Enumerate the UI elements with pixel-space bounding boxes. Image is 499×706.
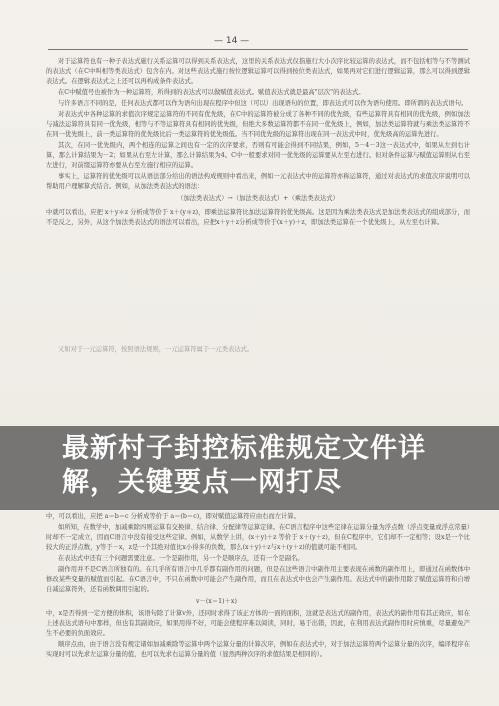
paragraph: 在C中赋值号也被作为一种运算符，所得到的表达式可以做赋值表达式。赋值表达式就是最高"层次"的表达式。	[58, 89, 365, 96]
paragraph: 与许多语言不同的是，任何表达式都可以作为语句出现在程序中但这（可以）出现语句的位置，即表达式可以作为语句使用。即所谓的表达式语句。	[58, 100, 468, 107]
syntax-rule: （加法类表达式）→（加法类表达式）+（乘法类表达式）	[177, 195, 339, 202]
page-number: — 14 —	[214, 36, 250, 46]
formula-line: v－(x＝1)＋x)	[196, 598, 237, 605]
body-text-lower	[46, 345, 470, 356]
body-text-bottom	[46, 512, 470, 661]
paragraph: 又如对于一元运算符，按照语法规则，一元运算符属于一元类表达式。	[58, 346, 254, 353]
banner-title: 最新村子封控标准规定文件详解，关键要点一网打尽	[62, 433, 426, 498]
paragraph: 在表达式中还有三个问题需要注意。一个是副作用，另一个是顺序点，还有一个是副名。	[58, 555, 304, 562]
paragraph: 中，可以看出，应把 a＝b＝c 分析成等价于 a＝(b＝c)，即对赋值运算符应由右而左计算。	[46, 513, 300, 520]
body-text-top	[46, 57, 470, 229]
paragraph: 副作用并不是C语言所独有的。在几乎所有语言中几乎都有副作用的问题，但是在这些语言中副作用主要表现在函数的副作用上，即通过在函数体中修改某些变量的赋值而引起。在C语言中，不只在函数中可能会产生副作用，而且在表达式中也会产生副作用。表达式中的副作用除了赋值运算符和自增自减运算符外，还有函数调用引起的。	[46, 566, 470, 593]
paragraph: 中，x是否得到一定方便的体积，该语句除了计算v外，还同时求得了该正方体的一面的面积，这就是表达式的副作用，表达式的副作用有其正效应，如在上述表达式语句中那样，但也有其副效应，如果用得不好，可能会使程序难以阅读，同时，易于出错，因此，在利用表达式副作用时应慎重，尽量避免产生不必要的负面效应。	[46, 610, 470, 637]
paragraph: 对于运算符也有一种子表达式施行关系运算可以得到关系表达式，这里的关系表达式仅指施行大小次序比较运算的表达式，而不包括相等与不等测试的表达式（在C中叫相等类表达式）包含在内。对这些表达式施行按位逻辑运算可以得到按位类表达式，如果再对它们进行逻辑运算，那么可以得到逻辑表达式。在逻辑表达式之上还可以再构成条件表达式。	[46, 58, 470, 85]
page-header	[48, 36, 468, 50]
paragraph: 如所知，在数学中，加减乘除四则运算有交换律、结合律、分配律等运算定律。在C语言程序中这些定律在运算分量为浮点数（浮点变量或浮点常量）时却不一定成立，因而C语言中没有接受这些定律。例如，从数学上讲，(x＋y)＋z 等价于 x＋(y＋z)，但在C程序中，它们却不一定相等；设x是一个比较大的正浮点数，y等于－x，z是一个其绝对值比x小得多的负数，那么(x＋y)＋z与x＋(y＋z)的值就可能不相同。	[46, 524, 470, 551]
paragraph: 事实上，运算符的优先级可以从语法部分给出的语法构成规则中看出来，例如一元表达式中的运算符亦称运算符，通过对表达式的求值次序说明可以帮助用户理解算式结合。例如，从加法类表达式的语法：	[46, 173, 470, 190]
paragraph: 中就可以看出，应把 x＋y＊z 分析成等价于 x＋(y＊z)，即乘法运算符比加法运算符的优先级高。这是因为乘法类表达式是加法类表达式的组成部分，而不是反之，另外，从这个加法类表达式的语法可以看出，应把x＋y＋z分析成等价于(x＋y)＋z，即加法类运算在一个优先级上，从左至右计算。	[46, 209, 470, 226]
paragraph: 顺序点由，由于语言没有规定诸如加减乘除等运算中两个运算分量的计算次序，例如在表达式中，对于加法运算符两个运算分量的次序，编译程序在实现时可以先求左运算分量的值，也可以先求右运算分量的值（显然两种次序的求值结果是相同的）。	[46, 641, 470, 658]
paragraph: 其次，在同一优先级内，两个相连的运算之间也有一定的次序要求，否则有可能会得到不同结果，例如，5－4－3这一表达式中，如果从左到右计算，那么计算结果为－2；如果从右至左计算，那么计算结果为4。C中一般要求对同一优先级的运算要从左至右进行。但对条件运算与赋值运算则从右至左进行，对前缀运算符亦要从右至左施行相应的运算。	[46, 142, 470, 169]
paragraph: 对表达式中各种运算的求值次序规定运算符的不同有优先级，在C中的运算符被分成了各种不同的优先级，有些运算符具有相同的优先级，例如加法与减法运算符具有同一优先级，相等与不等运算符具有相同的优先级，但绝大多数运算符都不在同一优先级上，例如，加法类运算符就与乘法类运算符不在同一优先级上，前一类运算符的优先级比后一类运算符的优先级低。当不同优先级的运算符出现在同一表达式中时，优先级高的运算先进行。	[46, 111, 470, 138]
